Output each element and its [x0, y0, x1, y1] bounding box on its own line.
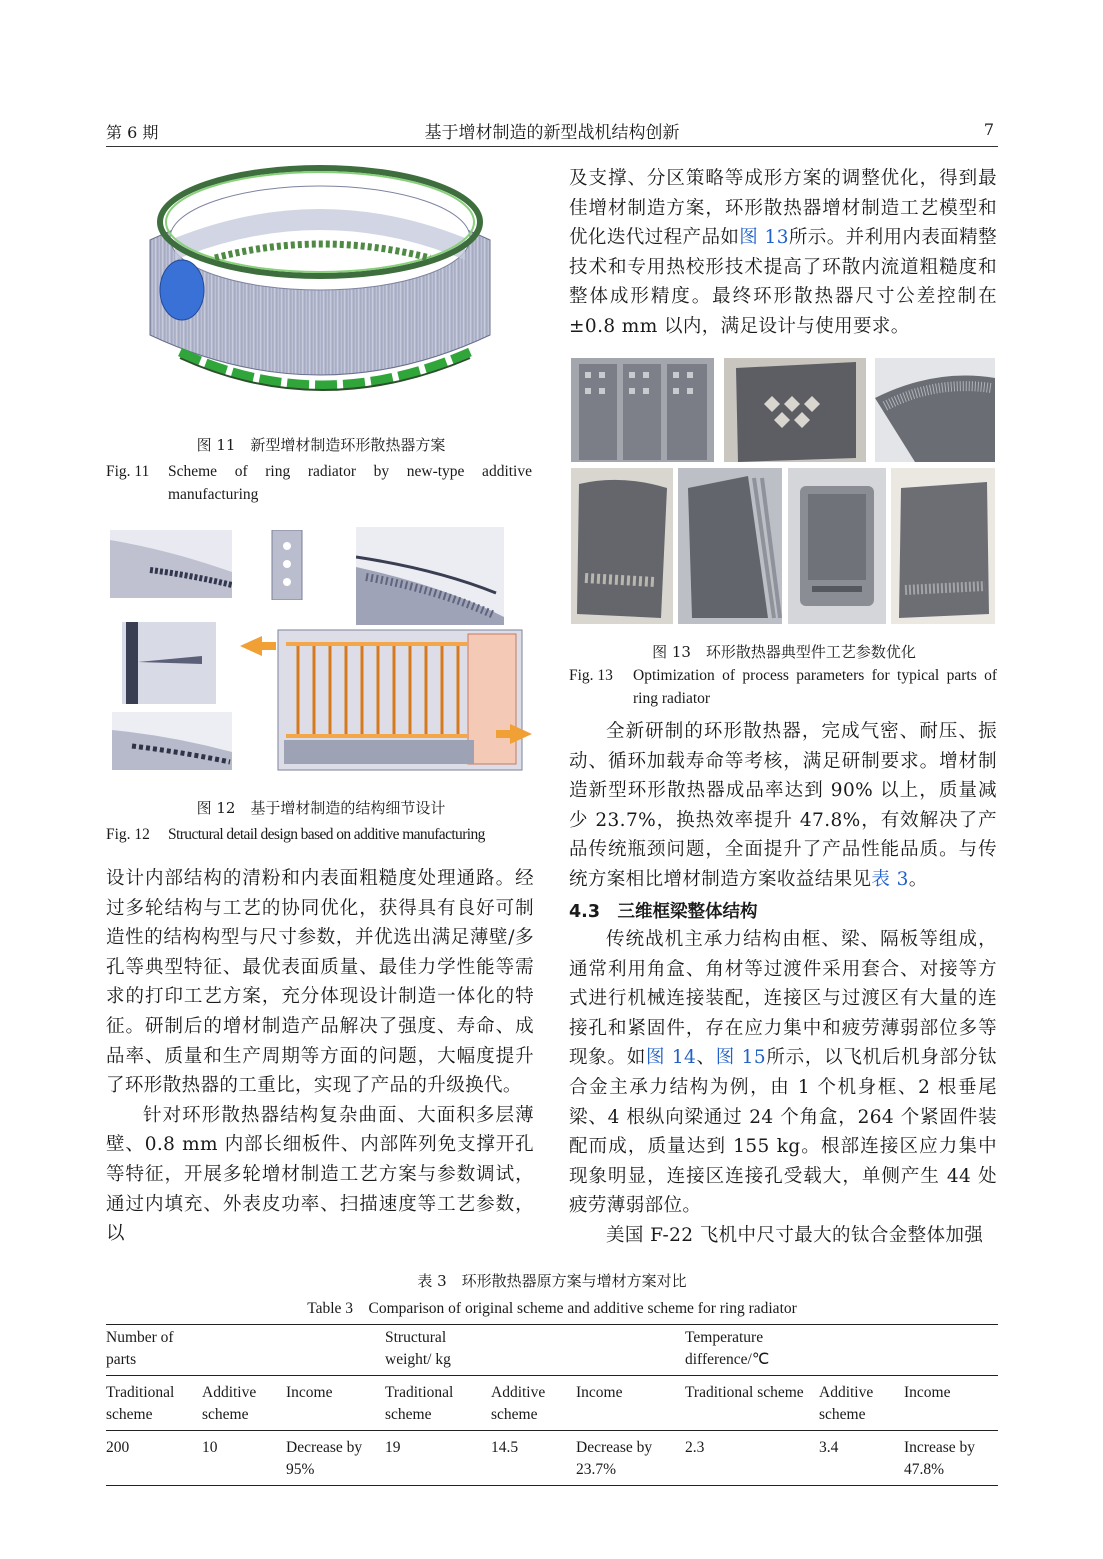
right-column-text-upper — [569, 164, 997, 342]
right-paragraph-1-text: 及支撑、分区策略等成形方案的调整优化，得到最佳增材制造方案，环形散热器增材制造工艺模型和优化迭代过程产品如 — [569, 168, 997, 249]
table3-cell: 200 — [106, 1431, 202, 1486]
fig12-detail-image-5 — [112, 712, 232, 770]
table3 — [106, 1324, 998, 1486]
table3-header-cell: Additive scheme — [202, 1376, 286, 1431]
running-header — [106, 118, 998, 147]
fig12-caption-en — [106, 823, 536, 847]
fig14-reference-link[interactable]: 图 14 — [645, 1047, 697, 1069]
fig13-photo-curved-panel — [571, 468, 673, 624]
table3-cell: Increase by 47.8% — [904, 1431, 998, 1486]
table3-group-number-of-parts: Number of parts — [106, 1329, 174, 1368]
fig11-caption-en — [106, 460, 536, 506]
fig12-label: Fig. 12 — [106, 826, 150, 843]
table3-header-cell: Additive scheme — [819, 1376, 904, 1431]
table3-cell: 14.5 — [491, 1431, 576, 1486]
table3-subheader-row — [106, 1376, 998, 1431]
left-paragraph-2: 针对环形散热器结构复杂曲面、大面积多层薄壁、0.8 mm 内部长细板件、内部阵列免支撑开孔等特征，开展多轮增材制造工艺方案与参数调试，通过内填充、外表皮功率、扫描速度等工艺参数，以 — [106, 1104, 534, 1245]
table3-caption-en: Table 3 Comparison of original scheme and additive scheme for ring radiator — [307, 1300, 797, 1317]
table3-cell: Decrease by 23.7% — [576, 1431, 685, 1486]
table3-group-header-row — [106, 1325, 998, 1376]
left-paragraph-1: 设计内部结构的清粉和内表面粗糙度处理通路。经过多轮结构与工艺的协同优化，获得具有良好可制造性的结构构型与尺寸参数，并优选出满足薄壁/多孔等典型特征、最优表面质量、最佳力学性能等需求的打印工艺方案，充分体现设计制造一体化的特征。研制后的增材制造产品解决了强度、寿命、成品率、质量和生产周期等方面的问题，大幅度提升了环形散热器的工重比，实现了产品的升级换代。 — [106, 868, 534, 1097]
fig13-caption-en — [569, 664, 999, 710]
table3-cell: 19 — [385, 1431, 491, 1486]
table3-group-temperature-difference: Temperature difference/℃ — [685, 1329, 770, 1368]
table3-group-structural-weight: Structural weight/ kg — [385, 1329, 451, 1368]
fig11-caption-cn: 图 11 新型增材制造环形散热器方案 — [196, 436, 446, 454]
fig12-detail-image-2 — [266, 530, 310, 600]
table3-cell: 3.4 — [819, 1431, 904, 1486]
right-paragraph-3-text: 传统战机主承力结构由框、梁、隔板等组成，通常利用角盒、角材等过渡件采用套合、对接等方式进行机械连接装配，连接区与过渡区有大量的连接孔和紧固件，存在应力集中和疲劳薄弱部位多等现象。如 — [569, 929, 997, 1069]
table3-cell: 10 — [202, 1431, 286, 1486]
table-row — [106, 1431, 998, 1486]
fig12-caption-cn: 图 12 基于增材制造的结构细节设计 — [196, 799, 446, 817]
fig13-photo-framed-plate — [788, 468, 886, 624]
right-column-text-lower — [569, 717, 997, 895]
table3-header-cell: Income — [904, 1376, 998, 1431]
table3-header-cell: Income — [286, 1376, 385, 1431]
issue-number: 第 6 期 — [106, 123, 159, 142]
section-heading-4-3: 4.3 三维框梁整体结构 — [569, 902, 758, 922]
fig13-caption-text: Optimization of process parameters for typical parts of ring radiator — [633, 667, 997, 707]
right-paragraph-1 — [569, 164, 997, 342]
table3-header-cell: Traditional scheme — [385, 1376, 491, 1431]
fig13-photo-lattice-panel — [724, 358, 866, 462]
journal-article-title: 基于增材制造的新型战机结构创新 — [424, 123, 680, 143]
fig12-cross-section-image — [240, 628, 532, 774]
table3-caption-cn: 表 3 环形散热器原方案与增材方案对比 — [417, 1272, 687, 1290]
table3-cell: 2.3 — [685, 1431, 819, 1486]
fig13-photo-curved-mesh — [875, 358, 995, 462]
table3-header-cell: Traditional scheme — [106, 1376, 202, 1431]
fig12-detail-image-4 — [122, 622, 216, 704]
fig13-photo-stacked-fins — [678, 468, 782, 624]
right-paragraph-2 — [569, 717, 997, 895]
fig11-label: Fig. 11 — [106, 463, 150, 480]
right-paragraph-1-text-end: 所示。并利用内表面精整技术和专用热校形技术提高了环散内流道粗糙度和整体成形精度。最终环形散热器尺寸公差控制在±0.8 mm 以内，满足设计与使用要求。 — [569, 227, 997, 337]
fig12-detail-image-1 — [110, 530, 232, 598]
right-paragraph-3 — [569, 925, 997, 1221]
right-paragraph-4: 美国 F-22 飞机中尺寸最大的钛合金整体加强 — [606, 1224, 984, 1246]
table3-header-cell: Additive scheme — [491, 1376, 576, 1431]
fig13-photo-flat-skin — [891, 468, 995, 624]
fig12-caption-text: Structural detail design based on additive manufacturing — [168, 826, 485, 843]
fig13-caption-cn: 图 13 环形散热器典型件工艺参数优化 — [652, 643, 916, 661]
right-paragraph-2-text: 全新研制的环形散热器，完成气密、耐压、振动、循环加载寿命等考核，满足研制要求。增材制造新型环形散热器成品率达到 90% 以上，质量减少 23.7%，换热效率提升 47.8%，有效解决了产品传统瓶颈问题，全面提升了产品性能品质。与传统方案相比增材制造方案收益结果见 — [569, 721, 997, 890]
page-number: 7 — [983, 120, 994, 139]
fig15-reference-link[interactable]: 图 15 — [715, 1047, 767, 1069]
table3-header-cell: Traditional scheme — [685, 1376, 819, 1431]
fig12-detail-image-3 — [356, 527, 504, 625]
fig13-photo-perforated-plates — [571, 358, 714, 462]
table3-header-cell: Income — [576, 1376, 685, 1431]
fig13-reference-link[interactable]: 图 13 — [739, 227, 789, 249]
right-paragraph-3-end: 所示，以飞机后机身部分钛合金主承力结构为例，由 1 个机身框、2 根垂尾梁、4 根纵向梁通过 24 个角盒，264 个紧固件装配而成，质量达到 155 kg。根部连接区应力集中现象明显，连接区连接孔受载大，单侧产生 44 处疲劳薄弱部位。 — [569, 1047, 997, 1217]
table3-reference-link[interactable]: 表 3 — [871, 868, 909, 890]
table3-cell: Decrease by 95% — [286, 1431, 385, 1486]
fig11-caption-text: Scheme of ring radiator by new-type additive manufacturing — [168, 463, 532, 503]
right-paragraph-2-end: 。 — [908, 868, 928, 890]
fig13-label: Fig. 13 — [569, 667, 613, 684]
left-column-text — [106, 864, 534, 1249]
right-column-text-section — [569, 925, 997, 1251]
fig11-ring-radiator-image — [130, 160, 510, 410]
reference-separator: 、 — [696, 1047, 716, 1069]
